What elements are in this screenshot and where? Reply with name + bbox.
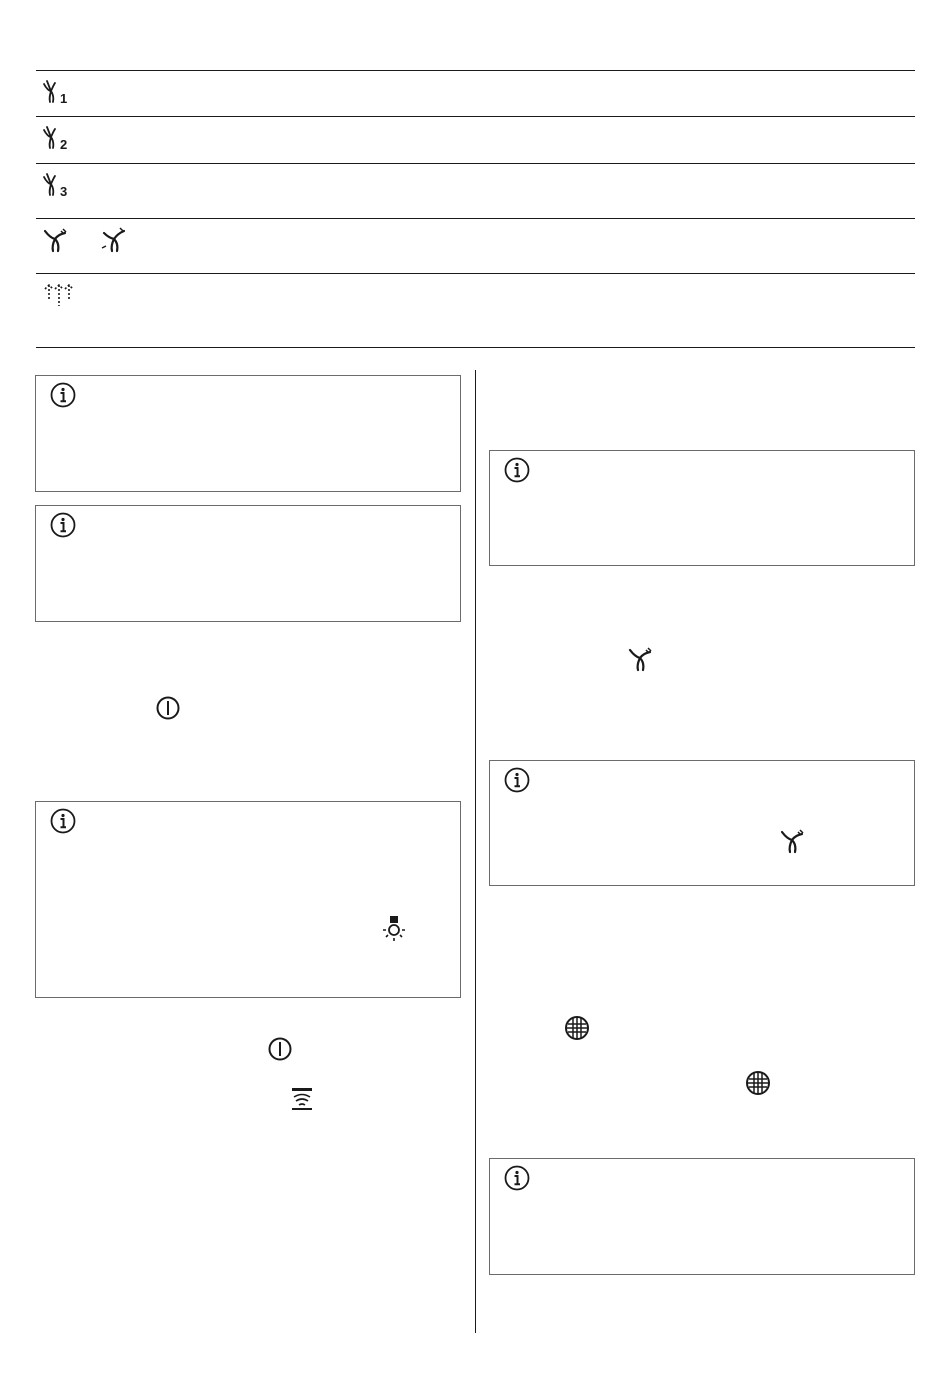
info-note [489,1158,915,1275]
fan-boost-1-icon [41,226,71,254]
fan-speed-3-icon [41,171,73,199]
breeze-icon [41,280,77,308]
svg-text:1: 1 [60,91,68,106]
fan-speed-2-icon [41,124,73,152]
hob2hood-icon [290,1086,314,1112]
fan-boost-icon [778,827,808,855]
svg-text:3: 3 [60,184,68,199]
fan-boost-2-icon [100,226,130,254]
info-icon [504,1165,530,1191]
table-rule [36,116,915,117]
table-bottom-rule [36,347,915,348]
info-icon [504,457,530,483]
info-icon [50,808,76,834]
table-rule [36,273,915,274]
info-icon [50,512,76,538]
light-icon [380,914,408,944]
info-note [489,760,915,886]
table-rule [36,218,915,219]
fan-boost-icon [626,645,656,673]
filter-icon [564,1015,590,1041]
info-icon [504,767,530,793]
info-note [35,801,461,998]
info-note [35,505,461,622]
info-note [35,375,461,492]
table-top-rule [36,70,915,71]
fan-speed-1-icon [41,78,73,106]
info-icon [50,382,76,408]
filter-icon [745,1070,771,1096]
info-note [489,450,915,566]
power-icon [267,1036,293,1062]
table-rule [36,163,915,164]
column-divider [475,370,476,1333]
power-icon [155,695,181,721]
svg-text:2: 2 [60,137,68,152]
